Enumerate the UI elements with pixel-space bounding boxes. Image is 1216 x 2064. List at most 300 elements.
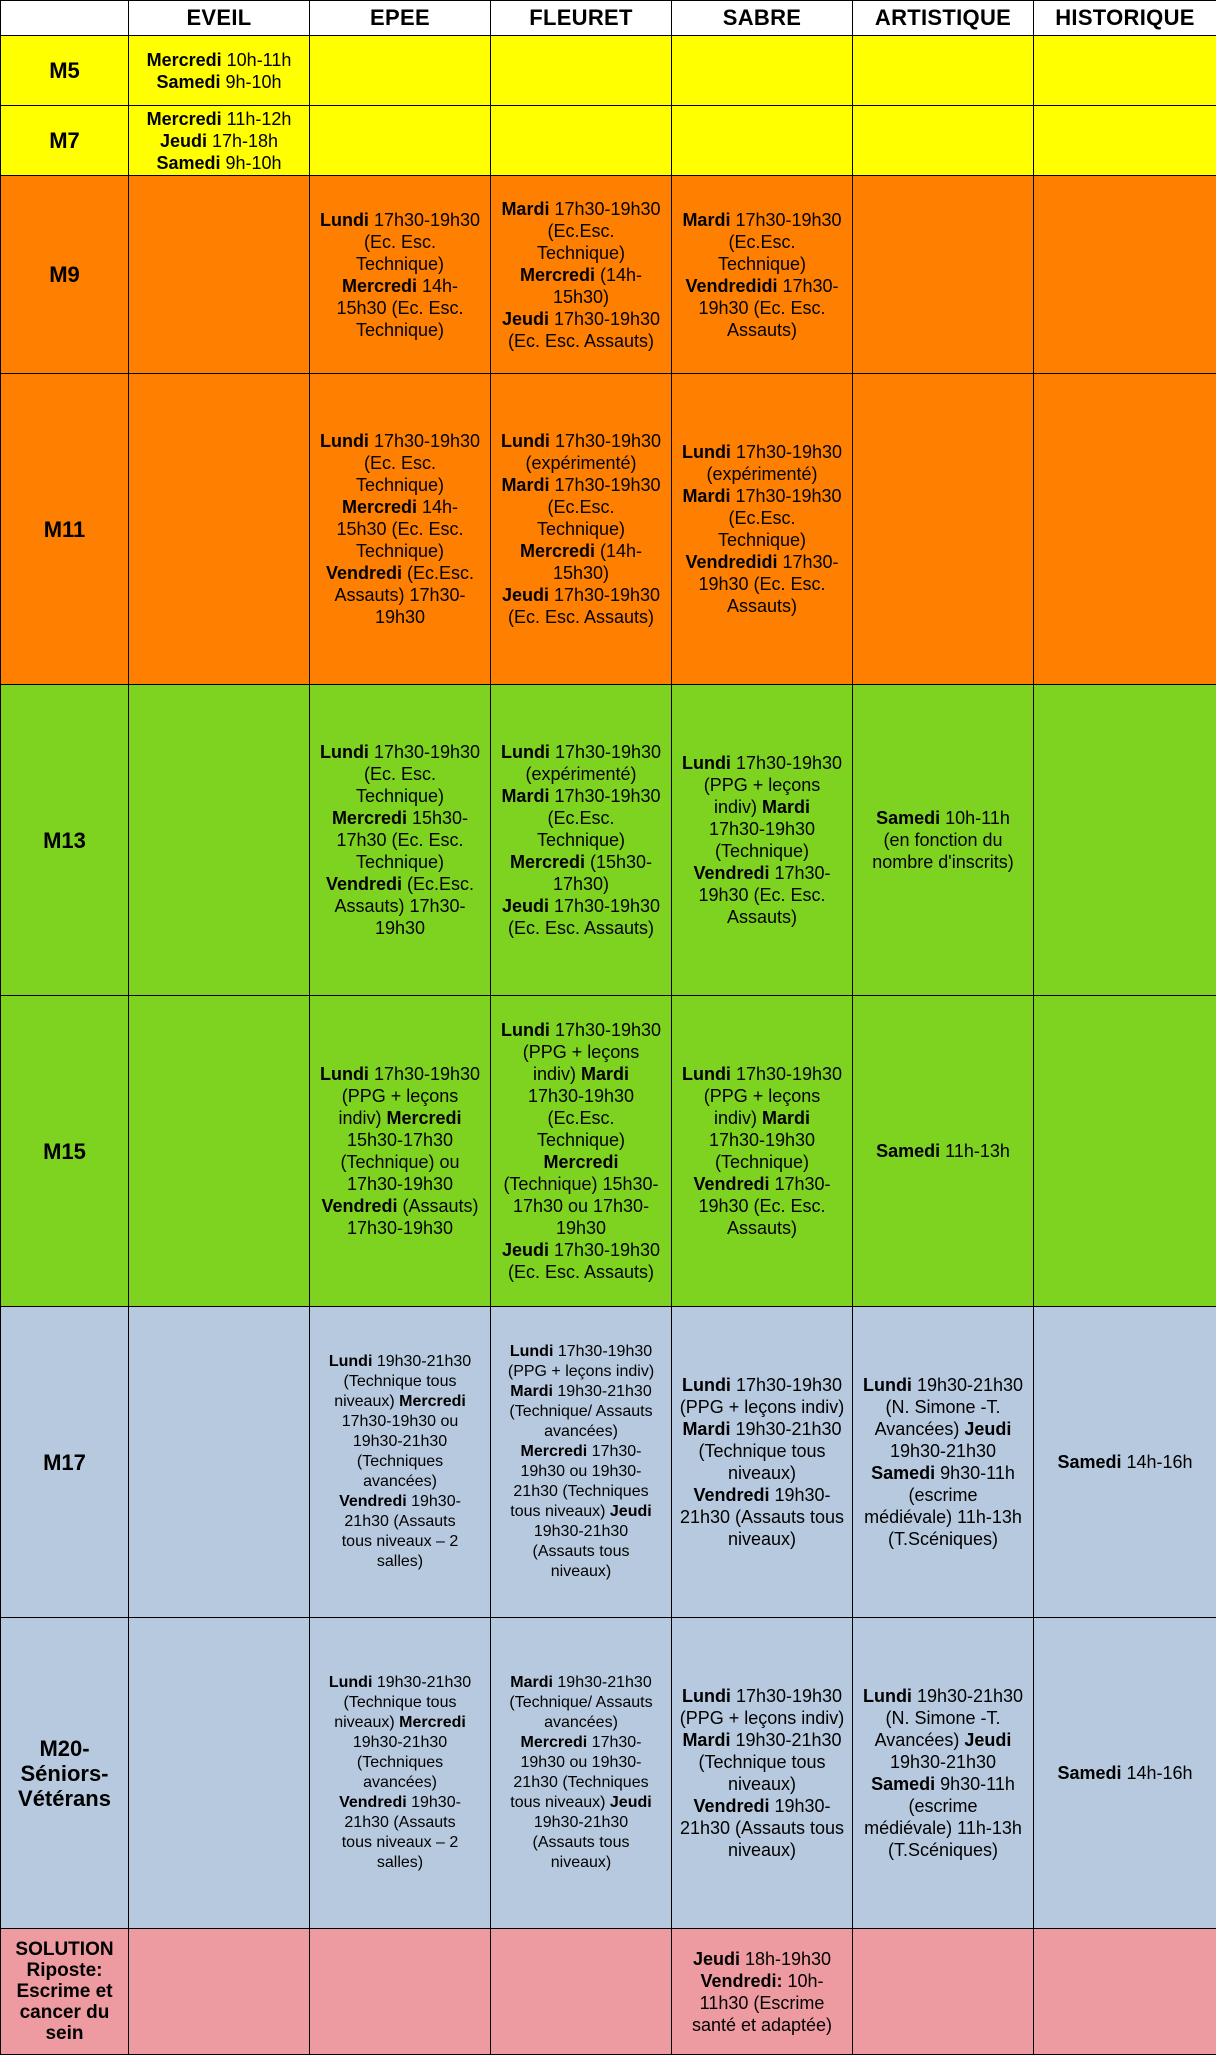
cell-epee <box>310 36 491 106</box>
schedule-line <box>312 1151 488 1173</box>
day-label: Mardi <box>501 198 550 219</box>
schedule-line <box>674 796 850 818</box>
schedule-line <box>493 264 669 286</box>
time-text: Avancées) <box>874 1419 965 1439</box>
day-label: Vendredi <box>321 1196 398 1216</box>
cell-fleuret <box>491 106 672 176</box>
schedule-line <box>674 1085 850 1107</box>
time-text: 17h30) <box>552 874 610 894</box>
time-text: 15h30) <box>552 286 610 307</box>
day-label: Samedi <box>156 71 221 92</box>
day-label: Lundi <box>319 742 369 762</box>
day-label: Mercredi <box>520 1734 588 1751</box>
cell-historique <box>1034 36 1216 106</box>
row-m9 <box>1 176 1216 374</box>
time-text: Technique) <box>717 530 807 550</box>
schedule-line <box>312 1217 488 1239</box>
schedule-line <box>312 1833 488 1853</box>
time-text: 19h30-21h30 <box>352 1734 448 1751</box>
schedule-line <box>493 1362 669 1382</box>
day-label: Lundi <box>509 1343 554 1360</box>
schedule-line <box>855 1462 1031 1484</box>
schedule-line <box>493 1129 669 1151</box>
schedule-line <box>493 1773 669 1793</box>
day-label: Jeudi <box>609 1503 652 1520</box>
day-label: Lundi <box>319 209 369 230</box>
day-label: Lundi <box>500 431 550 451</box>
schedule-line <box>855 851 1031 873</box>
cell-fleuret <box>491 1929 672 2055</box>
category-label-line: cancer du <box>19 2002 110 2023</box>
cell-sabre <box>672 176 853 374</box>
time-text: 17h30-19h30 <box>368 742 481 762</box>
time-text: 9h-10h <box>220 152 282 173</box>
time-text: Technique) <box>355 786 445 806</box>
day-label: Samedi <box>871 1463 936 1483</box>
schedule-line <box>131 152 307 174</box>
time-text: (Ec.Esc. <box>728 231 796 252</box>
schedule-line <box>312 1129 488 1151</box>
day-label: Mardi <box>501 786 550 806</box>
schedule-line <box>493 1693 669 1713</box>
schedule-line <box>855 1817 1031 1839</box>
schedule-line <box>493 496 669 518</box>
schedule-line <box>312 741 488 763</box>
category-label <box>1 1929 129 2055</box>
time-text: (Technique tous <box>343 1373 457 1390</box>
schedule-line <box>493 1085 669 1107</box>
category-label-line: M11 <box>43 516 86 542</box>
cell-eveil <box>129 1929 310 2055</box>
time-text: (Ec.Esc. <box>547 808 615 828</box>
cell-artistique <box>853 176 1034 374</box>
time-text: 9h30-11h <box>935 1463 1015 1483</box>
time-text: 17h30-19h30 <box>346 1218 454 1238</box>
schedule-line <box>493 198 669 220</box>
time-text: 10h-11h <box>221 49 292 70</box>
schedule-line <box>855 1440 1031 1462</box>
schedule-line <box>493 873 669 895</box>
schedule-line <box>312 829 488 851</box>
schedule-line <box>312 1412 488 1432</box>
time-text: Assauts) <box>726 596 798 616</box>
schedule-body <box>1 36 1216 2055</box>
time-text: 17h30-19h30 <box>549 786 661 806</box>
time-text: (Ec.Esc. <box>728 508 796 528</box>
day-label: Samedi <box>1057 1763 1122 1783</box>
schedule-line <box>312 1753 488 1773</box>
time-text: 17h30- <box>769 863 831 883</box>
day-label: Lundi <box>681 442 731 462</box>
time-text: niveaux) <box>727 1774 797 1794</box>
schedule-line <box>674 1839 850 1861</box>
time-text: 19h30 (Ec. Esc. <box>698 574 826 594</box>
time-text: 15h30 (Ec. Esc. <box>336 297 464 318</box>
time-text: 15h30 (Ec. Esc. <box>336 519 464 539</box>
time-text: Assauts) <box>726 319 798 340</box>
cell-historique <box>1034 1929 1216 2055</box>
schedule-line <box>674 774 850 796</box>
header-row <box>1 1 1216 36</box>
time-text: (Technique) <box>714 841 810 861</box>
schedule-line <box>312 807 488 829</box>
time-text: 17h30-19h30 <box>730 209 842 230</box>
schedule-line <box>493 242 669 264</box>
schedule-line <box>674 1948 850 1970</box>
time-text: 19h30-21h30 <box>372 1674 472 1691</box>
row-m13 <box>1 685 1216 996</box>
day-label: Mercredi <box>146 49 222 70</box>
time-text: 21h30 (Assauts tous <box>679 1507 845 1527</box>
cell-sabre <box>672 685 853 996</box>
schedule-line <box>312 1492 488 1512</box>
time-text: Assauts) 17h30- <box>334 585 466 605</box>
time-text: Technique) <box>536 830 626 850</box>
schedule-line <box>674 1173 850 1195</box>
time-text: (Assauts tous <box>532 1834 630 1851</box>
time-text: 11h-12h <box>221 108 292 129</box>
category-label <box>1 1618 129 1929</box>
time-text: indiv) <box>338 1108 387 1128</box>
time-text: 17h30- <box>777 552 839 572</box>
schedule-line <box>674 1107 850 1129</box>
schedule-line <box>855 1140 1031 1162</box>
schedule-line <box>674 1129 850 1151</box>
cell-historique <box>1034 176 1216 374</box>
schedule-line <box>855 829 1031 851</box>
time-text: 10h- <box>782 1970 824 1991</box>
time-text: 17h30-19h30 <box>548 896 661 916</box>
cell-eveil <box>129 374 310 685</box>
time-text: 17h30-19h30 <box>549 431 662 451</box>
day-label: Mercredi <box>520 1443 588 1460</box>
schedule-line <box>674 818 850 840</box>
schedule-line <box>855 1729 1031 1751</box>
schedule-line <box>674 275 850 297</box>
schedule-line <box>312 873 488 895</box>
time-text: (expérimenté) <box>525 764 637 784</box>
time-text: (Technique/ Assauts <box>509 1403 653 1420</box>
schedule-line <box>312 763 488 785</box>
schedule-line <box>312 584 488 606</box>
time-text: avancées) <box>544 1714 618 1731</box>
cell-sabre <box>672 996 853 1307</box>
cell-eveil <box>129 1618 310 1929</box>
schedule-line <box>674 884 850 906</box>
time-text: 17h30-19h30 <box>548 585 661 605</box>
cell-fleuret <box>491 996 672 1307</box>
time-text: indiv) <box>532 1064 581 1084</box>
time-text: 19h30-21h30 <box>911 1375 1024 1395</box>
cell-fleuret <box>491 176 672 374</box>
schedule-line <box>674 529 850 551</box>
schedule-line <box>674 1195 850 1217</box>
day-label: Lundi <box>319 431 369 451</box>
schedule-line <box>855 1374 1031 1396</box>
time-text: 14h- <box>417 275 459 296</box>
day-label: Mercredi <box>331 808 407 828</box>
day-label: Lundi <box>862 1375 912 1395</box>
day-label: Jeudi <box>159 130 207 151</box>
time-text: 17h30-19h30 <box>730 486 842 506</box>
header-corner <box>1 1 129 36</box>
time-text: 21h30 (Assauts <box>344 1814 456 1831</box>
schedule-line <box>855 1839 1031 1861</box>
day-label: Jeudi <box>501 1240 549 1260</box>
day-label: Mardi <box>762 797 811 817</box>
time-text: niveaux) <box>727 1463 797 1483</box>
schedule-line <box>493 1217 669 1239</box>
schedule-line <box>312 1552 488 1572</box>
day-label: Mercredi <box>519 264 595 285</box>
time-text: 17h-18h <box>206 130 279 151</box>
time-text: 19h30 <box>555 1218 607 1238</box>
schedule-line <box>674 551 850 573</box>
schedule-line <box>674 253 850 275</box>
time-text: 19h30-21h30 <box>533 1814 629 1831</box>
schedule-line <box>493 1853 669 1873</box>
day-label: Vendredi <box>693 1174 770 1194</box>
schedule-line <box>493 1342 669 1362</box>
cell-sabre <box>672 374 853 685</box>
cell-fleuret <box>491 374 672 685</box>
schedule-line <box>855 807 1031 829</box>
schedule-line <box>493 895 669 917</box>
day-label: Mercredi <box>399 1714 466 1731</box>
header-eveil: EVEIL <box>129 1 310 36</box>
time-text: 19h30-21h30 <box>552 1383 652 1400</box>
schedule-line <box>493 851 669 873</box>
cell-artistique <box>853 1307 1034 1618</box>
header-fleuret: FLEURET <box>491 1 672 36</box>
time-text: 17h30-19h30 <box>368 209 481 230</box>
time-text: Avancées) <box>874 1730 965 1750</box>
schedule-line <box>312 430 488 452</box>
time-text: (Technique tous <box>343 1694 457 1711</box>
time-text: avancées) <box>363 1774 437 1791</box>
day-label: Lundi <box>862 1686 912 1706</box>
category-label-line: M15 <box>43 1138 86 1164</box>
schedule-line <box>674 485 850 507</box>
cell-epee <box>310 106 491 176</box>
cell-artistique <box>853 374 1034 685</box>
cell-epee <box>310 176 491 374</box>
schedule-line <box>493 1833 669 1853</box>
cell-sabre <box>672 36 853 106</box>
cell-fleuret <box>491 685 672 996</box>
schedule-line <box>493 1562 669 1582</box>
schedule-line <box>1036 1451 1214 1473</box>
schedule-line <box>312 895 488 917</box>
category-label <box>1 176 129 374</box>
schedule-line <box>674 507 850 529</box>
time-text: 19h30-21h30 <box>533 1523 629 1540</box>
category-label <box>1 374 129 685</box>
time-text: 10h-11h <box>940 808 1010 828</box>
time-text: 21h30 (Assauts <box>344 1513 456 1530</box>
row-m17 <box>1 1307 1216 1618</box>
header-sabre: SABRE <box>672 1 853 36</box>
time-text: 19h30 ou 19h30- <box>520 1463 642 1480</box>
time-text: 19h30-21h30 <box>552 1674 652 1691</box>
time-text: 17h30-19h30 <box>553 1343 653 1360</box>
schedule-line <box>493 1173 669 1195</box>
time-text: (N. Simone -T. <box>885 1708 1001 1728</box>
time-text: (Ec. Esc. Assauts) <box>507 330 655 351</box>
day-label: Mardi <box>682 1730 731 1750</box>
header-epee: EPEE <box>310 1 491 36</box>
schedule-line <box>493 1261 669 1283</box>
schedule-line <box>674 1795 850 1817</box>
schedule-line <box>674 1751 850 1773</box>
day-label: Samedi <box>876 808 941 828</box>
time-text: tous niveaux – 2 <box>341 1533 459 1550</box>
schedule-line <box>312 1195 488 1217</box>
time-text: (Technique tous <box>698 1441 826 1461</box>
time-text: (14h- <box>595 541 643 561</box>
time-text: (Ec.Esc. <box>547 1108 615 1128</box>
cell-artistique <box>853 106 1034 176</box>
cell-historique <box>1034 1307 1216 1618</box>
day-label: Mardi <box>510 1674 553 1691</box>
time-text: indiv) <box>713 1108 762 1128</box>
time-text: 17h30-19h30 <box>346 1174 454 1194</box>
time-text: (Ec. Esc. Assauts) <box>507 607 655 627</box>
time-text: (N. Simone -T. <box>885 1397 1001 1417</box>
time-text: niveaux) <box>550 1563 612 1580</box>
time-text: 17h30- <box>777 275 839 296</box>
time-text: 18h-19h30 <box>739 1948 832 1969</box>
time-text: (expérimenté) <box>706 464 818 484</box>
schedule-line <box>493 1813 669 1833</box>
time-text: (Technique tous <box>698 1752 826 1772</box>
schedule-line <box>493 452 669 474</box>
time-text: (escrime <box>908 1796 978 1816</box>
time-text: salles) <box>376 1553 424 1570</box>
schedule-line <box>312 1693 488 1713</box>
day-label: Jeudi <box>964 1730 1012 1750</box>
schedule-line <box>312 1813 488 1833</box>
time-text: (Ec.Esc. <box>547 220 615 241</box>
cell-sabre <box>672 106 853 176</box>
schedule-line <box>312 231 488 253</box>
category-label-line: M17 <box>43 1449 86 1475</box>
time-text: 17h30-19h30 <box>548 1240 661 1260</box>
schedule-line <box>493 584 669 606</box>
time-text: 17h30-19h30 <box>708 819 816 839</box>
schedule-line <box>674 1440 850 1462</box>
schedule-line <box>493 1239 669 1261</box>
schedule-line <box>312 1063 488 1085</box>
day-label: Samedi <box>876 1141 941 1161</box>
schedule-line <box>674 1396 850 1418</box>
time-text: Technique) <box>717 253 807 274</box>
time-text: 19h30-21h30 <box>372 1353 472 1370</box>
schedule-line <box>312 917 488 939</box>
cell-epee <box>310 1929 491 2055</box>
time-text: 17h30-19h30 <box>548 308 661 329</box>
time-text: (PPG + leçons indiv) <box>679 1708 845 1728</box>
schedule-line <box>674 1707 850 1729</box>
day-label: Mardi <box>682 486 731 506</box>
category-label-line: Riposte: <box>26 1960 103 1981</box>
time-text: (Assauts) <box>397 1196 479 1216</box>
schedule-line <box>674 209 850 231</box>
time-text: 17h30-19h30 <box>730 1686 843 1706</box>
schedule-line <box>855 1795 1031 1817</box>
time-text: 17h30 (Ec. Esc. <box>336 830 464 850</box>
schedule-line <box>855 1773 1031 1795</box>
schedule-line <box>312 1107 488 1129</box>
time-text: (Technique) 15h30- <box>503 1174 659 1194</box>
schedule-line <box>493 1063 669 1085</box>
schedule-line <box>312 1472 488 1492</box>
schedule-line <box>312 518 488 540</box>
time-text: Technique) <box>536 519 626 539</box>
time-text: 17h30-19h30 <box>368 431 481 451</box>
cell-artistique <box>853 1618 1034 1929</box>
time-text: nombre d'inscrits) <box>872 852 1014 872</box>
schedule-line <box>674 1528 850 1550</box>
time-text: 11h-13h <box>940 1141 1010 1161</box>
day-label: Jeudi <box>501 308 549 329</box>
time-text: Technique) <box>536 1130 626 1150</box>
schedule-line <box>312 1352 488 1372</box>
schedule-line <box>312 606 488 628</box>
time-text: 11h30 (Escrime <box>699 1992 825 2013</box>
schedule-line <box>674 1217 850 1239</box>
time-text: 17h30-19h30 <box>549 198 661 219</box>
time-text: Assauts) <box>726 907 798 927</box>
day-label: Lundi <box>681 1375 731 1395</box>
schedule-line <box>493 562 669 584</box>
time-text: Technique) <box>355 852 445 872</box>
time-text: 14h-16h <box>1121 1763 1193 1783</box>
day-label: Mercredi <box>543 1152 619 1172</box>
schedule-line <box>312 1673 488 1693</box>
schedule-line <box>312 275 488 297</box>
day-label: Jeudi <box>692 1948 740 1969</box>
cell-artistique <box>853 1929 1034 2055</box>
schedule-line <box>674 231 850 253</box>
cell-sabre <box>672 1618 853 1929</box>
day-label: Vendredi <box>693 1796 770 1816</box>
time-text: 17h30- <box>587 1734 642 1751</box>
time-text: (Technique) <box>714 1152 810 1172</box>
cell-historique <box>1034 374 1216 685</box>
schedule-line <box>855 1418 1031 1440</box>
category-label-line: sein <box>45 2023 84 2044</box>
time-text: (en fonction du <box>883 830 1003 850</box>
schedule-line <box>131 71 307 93</box>
header-artistique: ARTISTIQUE <box>853 1 1034 36</box>
schedule-line <box>312 1173 488 1195</box>
schedule-line <box>493 1107 669 1129</box>
time-text: (PPG + leçons indiv) <box>679 1397 845 1417</box>
cell-eveil <box>129 1307 310 1618</box>
schedule-line <box>312 851 488 873</box>
cell-eveil <box>129 685 310 996</box>
time-text: 21h30 (Techniques <box>513 1483 649 1500</box>
category-label-line: SOLUTION <box>15 1939 114 1960</box>
schedule-line <box>493 829 669 851</box>
day-label: Jeudi <box>964 1419 1012 1439</box>
time-text: (Techniques <box>356 1754 444 1771</box>
day-label: Mercredi <box>399 1393 466 1410</box>
schedule-line <box>312 209 488 231</box>
schedule-line <box>131 49 307 71</box>
day-label: Mardi <box>762 1108 811 1128</box>
